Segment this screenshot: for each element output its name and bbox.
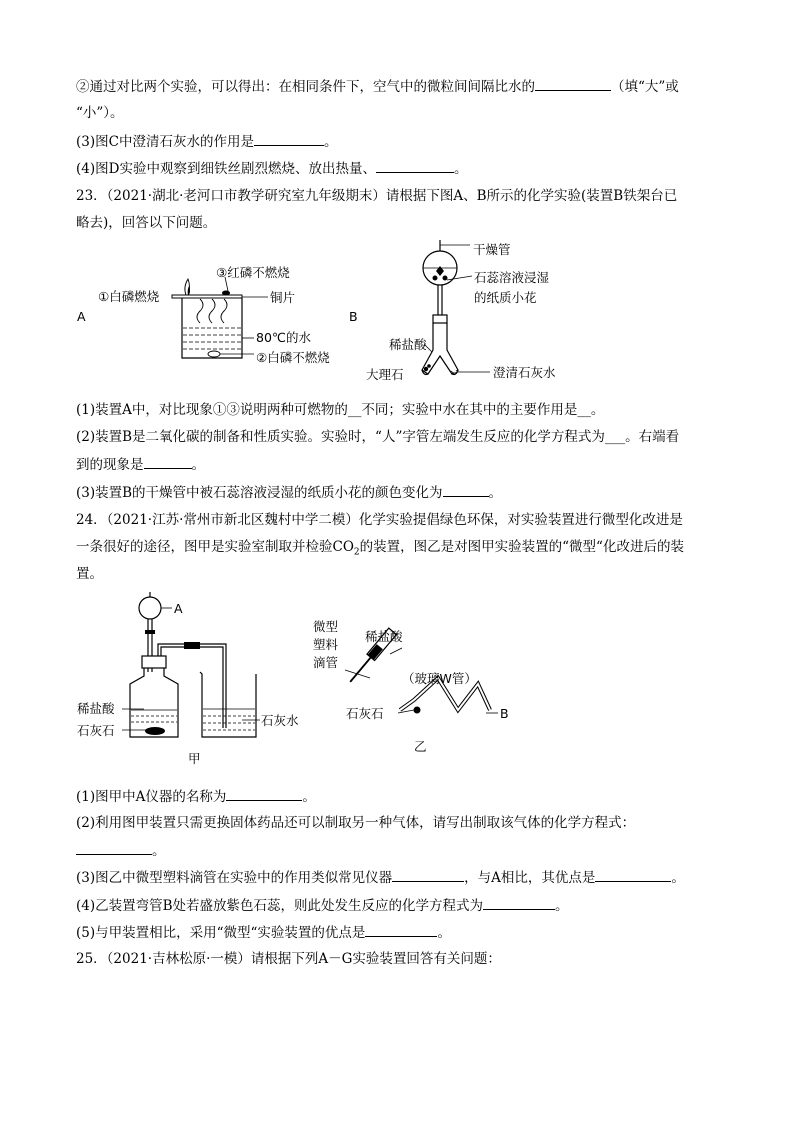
q23-figA-water-label: 80℃的水 [256,330,311,345]
q24-jia-caption: 甲 [188,751,201,766]
q23-figB-flower-label2: 的纸质小花 [474,290,537,305]
q24-stem-line2 [76,537,684,563]
q23-figB-hcl-label: 稀盐酸 [389,337,427,352]
q24-yi-dropper-label3: 滴管 [313,655,339,670]
q25-stem [76,949,501,969]
q23-sub3-end: 。 [488,485,503,501]
q24-sub2-line2 [76,840,166,861]
q23-figA-red-p-label: ③红磷不燃烧 [216,265,290,280]
q24-yi-hcl-label: 稀盐酸 [365,629,403,644]
q24-sub4-end: 。 [555,898,569,914]
q24-sub2-line1 [76,813,635,833]
q24-sub4 [76,895,569,916]
q23-figA-letter: A [77,309,86,324]
q24-sub1 [76,786,316,807]
q23-figB-letter: B [349,309,358,324]
q22-part2-hint: （填“大”或 [611,79,679,95]
q23-sub2-blank[interactable] [144,454,192,469]
q24-sub2-end: 。 [152,843,166,859]
q24-sub4-text: (4)乙装置弯管B处若盛放紫色石蕊，则此处发生反应的化学方程式为 [76,898,484,914]
q24-stem-text1: 24．（2021·江苏·常州市新北区魏村中学二模）化学实验提倡绿色环保，对实验装置进行微型化改进是 [76,512,683,528]
q24-jia-limewater-label: 石灰水 [261,713,299,728]
q24-yi-dropper-label1: 微型 [313,619,339,634]
q24-sub1-blank[interactable] [226,786,302,801]
q22-part3 [76,131,337,152]
q22-part4-end: 。 [453,161,468,177]
q23-sub2-end: 。 [191,457,205,473]
q23-figB-flower-label1: 石蕊溶液浸湿 [474,270,550,285]
q22-part3-end: 。 [323,134,338,150]
q22-part4 [76,158,467,179]
q24-sub3-blank1[interactable] [392,867,464,882]
q24-stem-line3 [76,564,103,584]
q23-sub3-blank[interactable] [443,482,489,497]
q24-sub5-end: 。 [437,925,451,941]
q22-part2-hint-end: “小”）。 [76,105,124,121]
q22-part3-blank[interactable] [254,131,324,146]
q25-stem-text: 25．（2021·吉林松原·一模）请根据下列A－G实验装置回答有关问题： [76,951,501,967]
q23-figB-dry-tube-label: 干燥管 [473,242,511,257]
q23-figA-copper-label: 铜片 [270,290,296,305]
q24-sub5-text: (5)与甲装置相比，采用“微型“实验装置的优点是 [76,925,366,941]
q24-stem-text2b: 的装置，图乙是对图甲实验装置的“微型“化改进后的装 [359,539,684,555]
q23-figB-marble-label: 大理石 [366,367,404,382]
q24-stem-text3: 置。 [76,566,103,582]
q24-sub3 [76,867,685,888]
q22-part4-blank[interactable] [376,158,454,173]
q24-sub3-end: 。 [671,870,685,886]
q23-sub3 [76,482,502,503]
q24-yi-caption: 乙 [414,739,427,754]
q24-jia-label-a: A [174,601,183,616]
q24-fig-jia-diagram [130,592,270,752]
q24-sub1-text: (1)图甲中A仪器的名称为 [76,789,227,805]
q23-stem-line1 [76,186,677,206]
q23-sub2-text1: (2)装置B是二氧化碳的制备和性质实验。实验时，“人”字管左端发生反应的化学方程式为___。右端看 [76,429,680,445]
q23-stem-text1: 23．（2021·湖北·老河口市教学研究室九年级期末）请根据下图A、B所示的化学实验(装置B铁架台已 [76,188,678,204]
q22-part2-line2 [76,103,124,123]
q23-sub2-line1 [76,427,679,447]
q22-part2-text: ②通过对比两个实验，可以得出：在相同条件下，空气中的微粒间间隔比水的 [76,79,535,95]
q24-sub5-blank[interactable] [365,922,437,937]
q24-yi-b-label: B [500,706,509,721]
q23-figA-white-p-no-label: ②白磷不燃烧 [256,350,330,365]
q24-stem-subscript: 2 [353,547,360,558]
q23-sub2-text2: 到的现象是 [76,457,144,473]
q24-jia-hcl-label: 稀盐酸 [77,701,115,716]
q24-sub1-end: 。 [302,789,316,805]
q24-sub3-blank2[interactable] [595,867,671,882]
q23-figB-limewater-label: 澄清石灰水 [493,365,556,380]
q23-stem-line2 [76,213,216,233]
q22-part2-line1 [76,76,679,97]
q22-part2-blank[interactable] [535,76,611,91]
q24-sub5 [76,922,451,943]
q22-part4-text: (4)图D实验中观察到细铁丝剧烈燃烧、放出热量、 [76,161,376,177]
q24-sub4-blank[interactable] [483,895,555,910]
q23-sub1 [76,400,604,420]
q23-stem-text2: 略去)，回答以下问题。 [76,215,217,231]
q23-sub2-line2 [76,454,205,475]
q23-figA-white-p-burn-label: ①白磷燃烧 [98,289,160,304]
q24-yi-dropper-label2: 塑料 [313,637,339,652]
q24-yi-wtube-label: （玻璃W管） [402,671,477,686]
q23-sub3-text: (3)装置B的干燥管中被石蕊溶液浸湿的纸质小花的颜色变化为 [76,485,443,501]
q24-sub2-text: (2)利用图甲装置只需更换固体药品还可以制取另一种气体，请写出制取该气体的化学方程式： [76,815,636,831]
q24-sub3-text2: ，与A相比，其优点是 [464,870,596,886]
q24-stem-text2a: 一条很好的途径，图甲是实验室制取并检验CO [76,539,354,555]
q23-sub1-text: (1)装置A中，对比现象①③说明两种可燃物的__不同；实验中水在其中的主要作用是__。 [76,402,605,418]
q22-part3-text: (3)图C中澄清石灰水的作用是 [76,134,254,150]
q24-jia-limestone-label: 石灰石 [77,723,115,738]
q24-sub3-text1: (3)图乙中微型塑料滴管在实验中的作用类似常见仪器 [76,870,393,886]
q24-stem-line1 [76,510,683,530]
q24-sub2-blank[interactable] [76,840,152,855]
q24-yi-limestone-label: 石灰石 [346,706,384,721]
